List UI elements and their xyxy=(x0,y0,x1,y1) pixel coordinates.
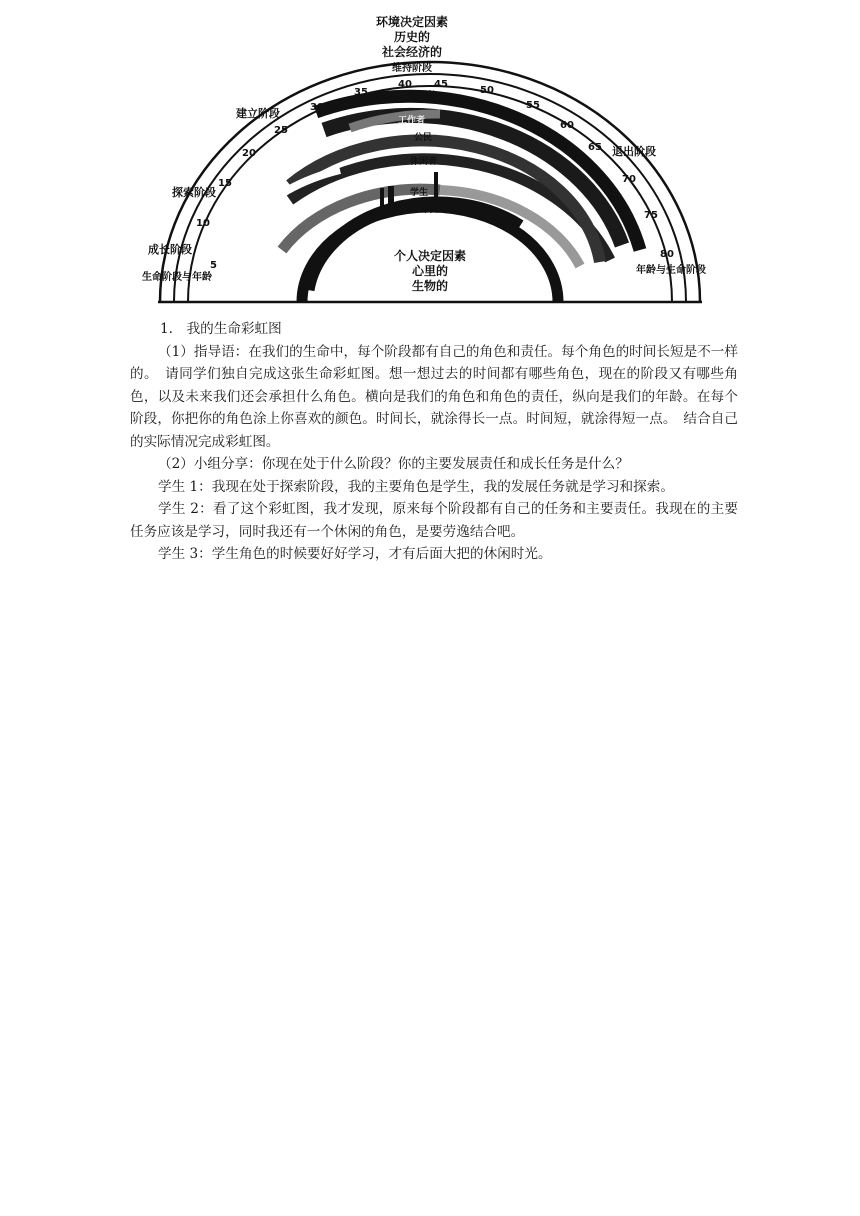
age-tick-75: 75 xyxy=(644,210,658,221)
age-tick-25: 25 xyxy=(274,125,288,136)
center-title-line2: 心里的 xyxy=(411,264,449,278)
student-marker-1 xyxy=(380,188,384,210)
rainbow-diagram xyxy=(140,0,720,316)
stage-exploration-label: 探索阶段 xyxy=(172,186,216,199)
life-career-rainbow-figure xyxy=(140,0,720,316)
stage-decline-label: 退出阶段 xyxy=(612,145,656,158)
role-child-label: 子女 xyxy=(422,205,438,214)
center-title-line3: 生物的 xyxy=(411,279,449,293)
top-title-line1: 环境决定因素 xyxy=(375,15,449,29)
band-worker xyxy=(324,115,622,245)
age-tick-50: 50 xyxy=(480,85,494,96)
role-homemaker-label: 持家者 xyxy=(408,91,436,101)
age-tick-70: 70 xyxy=(622,174,636,185)
age-tick-40: 40 xyxy=(398,79,412,90)
age-tick-10: 10 xyxy=(196,218,210,229)
right-axis-label: 年龄与生命阶段 xyxy=(636,265,706,276)
stage-growth-label: 成长阶段 xyxy=(148,243,192,256)
document-body xyxy=(130,318,738,566)
role-student-label: 学生 xyxy=(410,188,429,198)
role-leisurite-label: 休闲者 xyxy=(410,157,438,167)
paragraph-group-share: （2）小组分享：你现在处于什么阶段？你的主要发展责任和成长任务是什么？ xyxy=(158,456,629,472)
top-title-line2: 历史的 xyxy=(393,30,431,44)
age-tick-45: 45 xyxy=(434,79,448,90)
paragraph-instructions: （1）指导语：在我们的生命中，每个阶段都有自己的角色和责任。每个角色的时间长短是不一样的。 请同学们独自完成这张生命彩虹图。想一想过去的时间都有哪些角色，现在的阶段又有哪些角色，以及未来我们还会承担什么角色。横向是我们的角色和角色的责任，纵向是我们的年龄。在每个阶段，你把你的角色涂上你喜欢的颜色。时间长，就涂得长一点。时间短，就涂得短一点。 结合自己的实际情况完成彩虹图。 xyxy=(130,343,738,450)
stage-establishment-label: 建立阶段 xyxy=(236,107,280,120)
role-worker-label: 工作者 xyxy=(398,116,426,126)
age-tick-5: 5 xyxy=(210,260,217,271)
age-tick-65: 65 xyxy=(588,142,602,153)
role-citizen-label: 公民 xyxy=(414,133,433,143)
age-tick-15: 15 xyxy=(218,178,232,189)
age-tick-80: 80 xyxy=(660,249,674,260)
age-tick-55: 55 xyxy=(526,100,540,111)
age-tick-20: 20 xyxy=(242,148,256,159)
left-axis-label: 生命阶段与年龄 xyxy=(142,272,212,283)
age-tick-35: 35 xyxy=(354,87,368,98)
center-title-line1: 个人决定因素 xyxy=(393,249,467,263)
paragraph-student-2: 学生 2：看了这个彩虹图，我才发现，原来每个阶段都有自己的任务和主要责任。我现在的主要任务应该是学习，同时我还有一个休闲的角色，是要劳逸结合吧。 xyxy=(130,501,738,540)
age-tick-60: 60 xyxy=(560,120,574,131)
age-tick-30: 30 xyxy=(310,102,324,113)
stage-maintenance-label: 维持阶段 xyxy=(392,63,432,74)
paragraph-student-1: 学生 1：我现在处于探索阶段，我的主要角色是学生，我的发展任务就是学习和探索。 xyxy=(158,478,674,495)
section-heading: 1. 我的生命彩虹图 xyxy=(160,321,282,337)
student-marker-2 xyxy=(388,186,394,204)
top-title-line3: 社会经济的 xyxy=(381,45,443,59)
paragraph-student-3: 学生 3：学生角色的时候要好好学习，才有后面大把的休闲时光。 xyxy=(158,546,552,562)
student-marker-3 xyxy=(434,172,438,202)
